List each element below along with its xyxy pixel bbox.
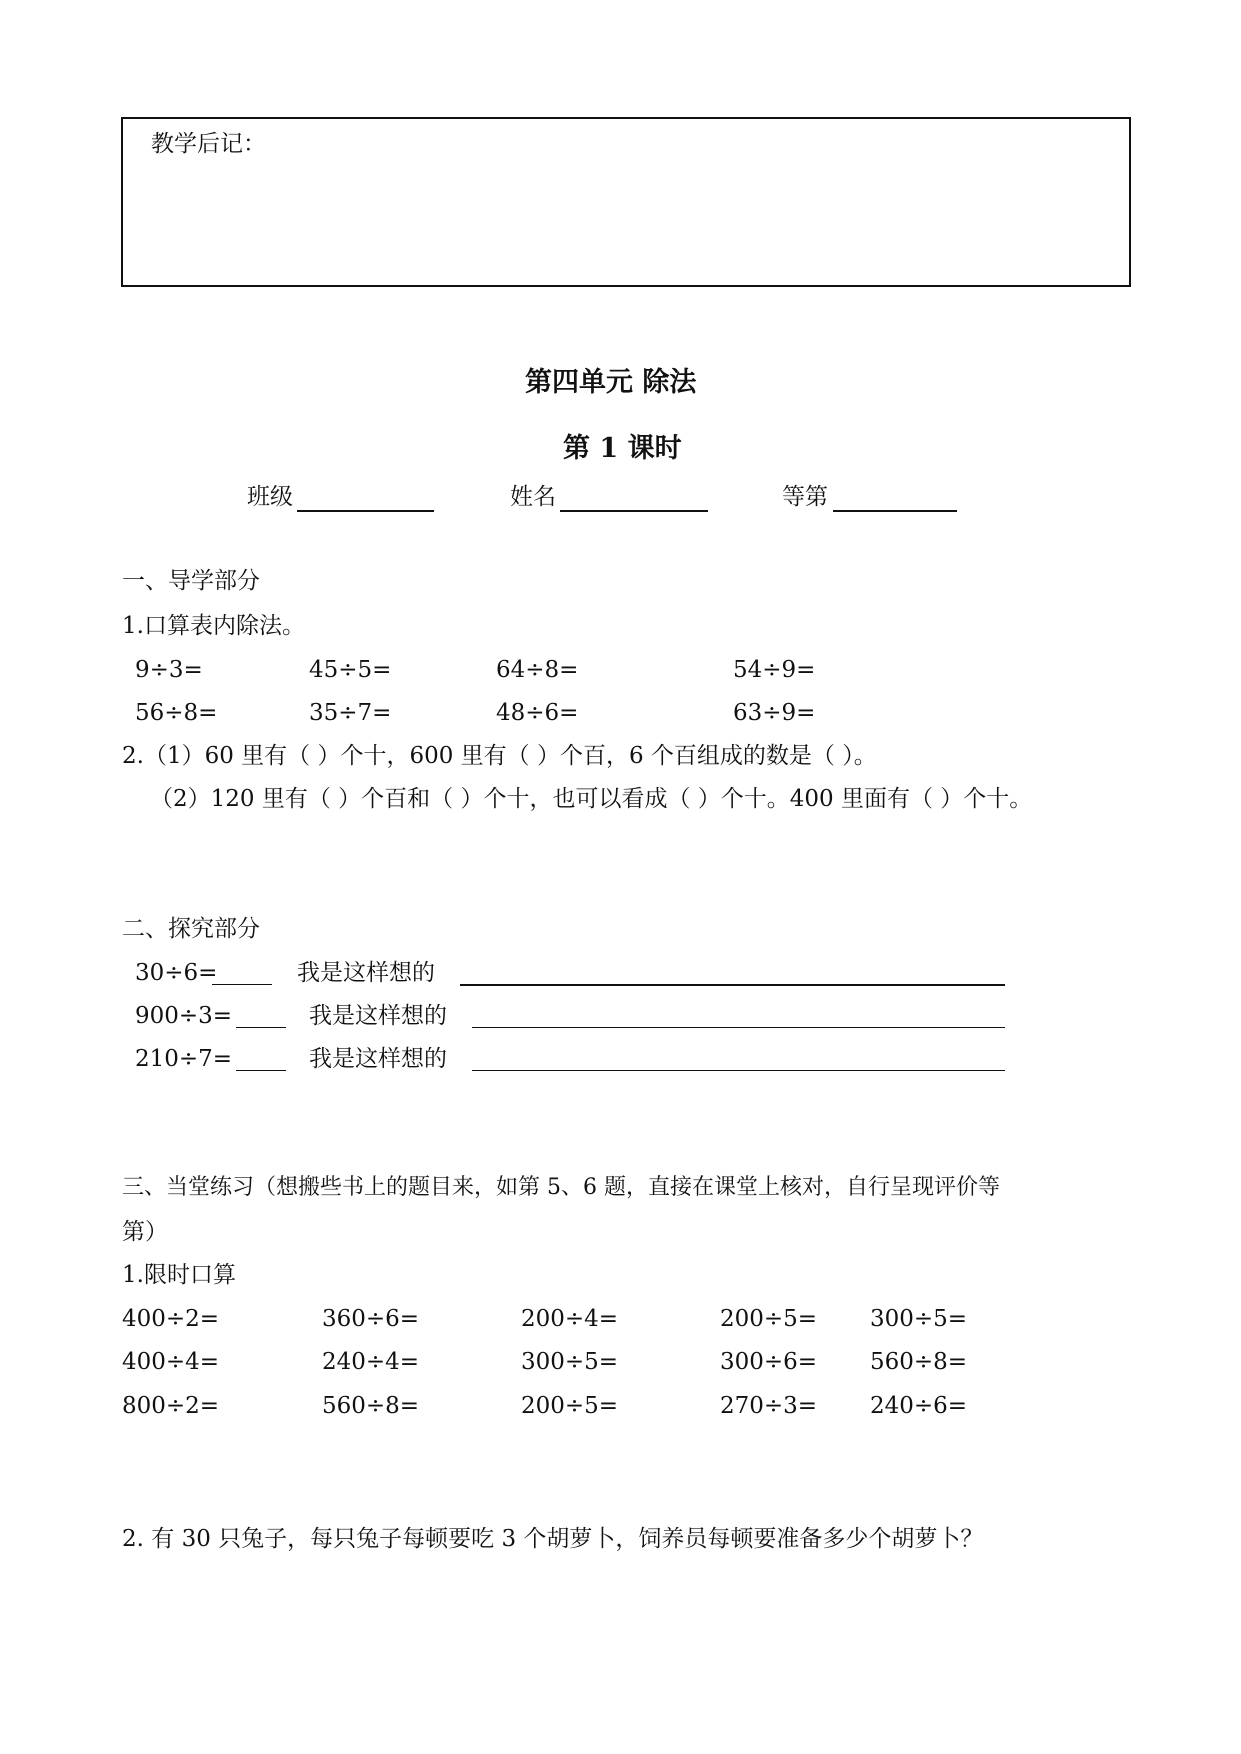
q1-row1-item: 9÷3= — [135, 657, 203, 683]
class-label: 班级 — [247, 484, 293, 510]
explore-prompt: 我是这样想的 — [297, 960, 435, 986]
q3-row3-item: 560÷8= — [322, 1393, 420, 1419]
section3-q2: 2. 有 30 只兔子，每只兔子每顿要吃 3 个胡萝卜，饲养员每顿要准备多少个胡萝卜？ — [122, 1526, 984, 1552]
q3-row1-item: 360÷6= — [322, 1306, 420, 1332]
q3-row3-item: 240÷6= — [870, 1393, 968, 1419]
name-field[interactable] — [560, 510, 708, 512]
section3-title-line1: 三、当堂练习（想搬些书上的题目来，如第 5、6 题，直接在课堂上核对，自行呈现评价等 — [122, 1175, 1000, 1200]
explore-expr: 900÷3= — [135, 1003, 233, 1029]
section1-title: 一、导学部分 — [122, 568, 260, 594]
explore-reasoning-line[interactable] — [472, 1027, 1005, 1028]
q3-row1-item: 200÷4= — [521, 1306, 619, 1332]
section1-q1-title: 1.口算表内除法。 — [122, 613, 305, 639]
section2-title: 二、探究部分 — [122, 916, 260, 942]
q1-row1-item: 64÷8= — [496, 657, 579, 683]
q3-row1-item: 200÷5= — [720, 1306, 818, 1332]
explore-expr: 210÷7= — [135, 1046, 233, 1072]
explore-prompt: 我是这样想的 — [309, 1003, 447, 1029]
q1-row2-item: 35÷7= — [309, 700, 392, 726]
q3-row2-item: 400÷4= — [122, 1349, 220, 1375]
q1-row1-item: 45÷5= — [309, 657, 392, 683]
lesson-title: 第 1 课时 — [563, 433, 682, 464]
q1-row2-item: 56÷8= — [135, 700, 218, 726]
grade-field[interactable] — [833, 510, 957, 512]
name-label: 姓名 — [510, 484, 556, 510]
q3-row2-item: 300÷5= — [521, 1349, 619, 1375]
section3-q1-title: 1.限时口算 — [122, 1262, 236, 1288]
q1-row2-item: 63÷9= — [733, 700, 816, 726]
q1-row2-item: 48÷6= — [496, 700, 579, 726]
explore-reasoning-line[interactable] — [472, 1070, 1005, 1071]
section1-q2-part2: （2）120 里有（ ）个百和（ ）个十，也可以看成（ ）个十。400 里面有（ ）个十。 — [150, 786, 1033, 812]
explore-expr: 30÷6= — [135, 960, 218, 986]
explore-reasoning-line[interactable] — [460, 984, 1005, 986]
explore-answer-blank[interactable] — [236, 1027, 286, 1028]
q3-row2-item: 560÷8= — [870, 1349, 968, 1375]
unit-title: 第四单元 除法 — [525, 367, 697, 398]
q3-row2-item: 300÷6= — [720, 1349, 818, 1375]
teaching-notes-label: 教学后记： — [151, 131, 266, 157]
explore-answer-blank[interactable] — [236, 1070, 286, 1071]
q1-row1-item: 54÷9= — [733, 657, 816, 683]
teaching-notes-box — [121, 117, 1131, 287]
class-field[interactable] — [297, 510, 434, 512]
section1-q2-part1: 2.（1）60 里有（ ）个十，600 里有（ ）个百，6 个百组成的数是（ ）。 — [122, 743, 877, 769]
q3-row3-item: 200÷5= — [521, 1393, 619, 1419]
grade-label: 等第 — [782, 484, 828, 510]
q3-row3-item: 800÷2= — [122, 1393, 220, 1419]
q3-row3-item: 270÷3= — [720, 1393, 818, 1419]
q3-row1-item: 400÷2= — [122, 1306, 220, 1332]
q3-row1-item: 300÷5= — [870, 1306, 968, 1332]
q3-row2-item: 240÷4= — [322, 1349, 420, 1375]
explore-prompt: 我是这样想的 — [309, 1046, 447, 1072]
section3-title-line2: 第） — [122, 1219, 168, 1245]
explore-answer-blank[interactable] — [212, 984, 272, 985]
